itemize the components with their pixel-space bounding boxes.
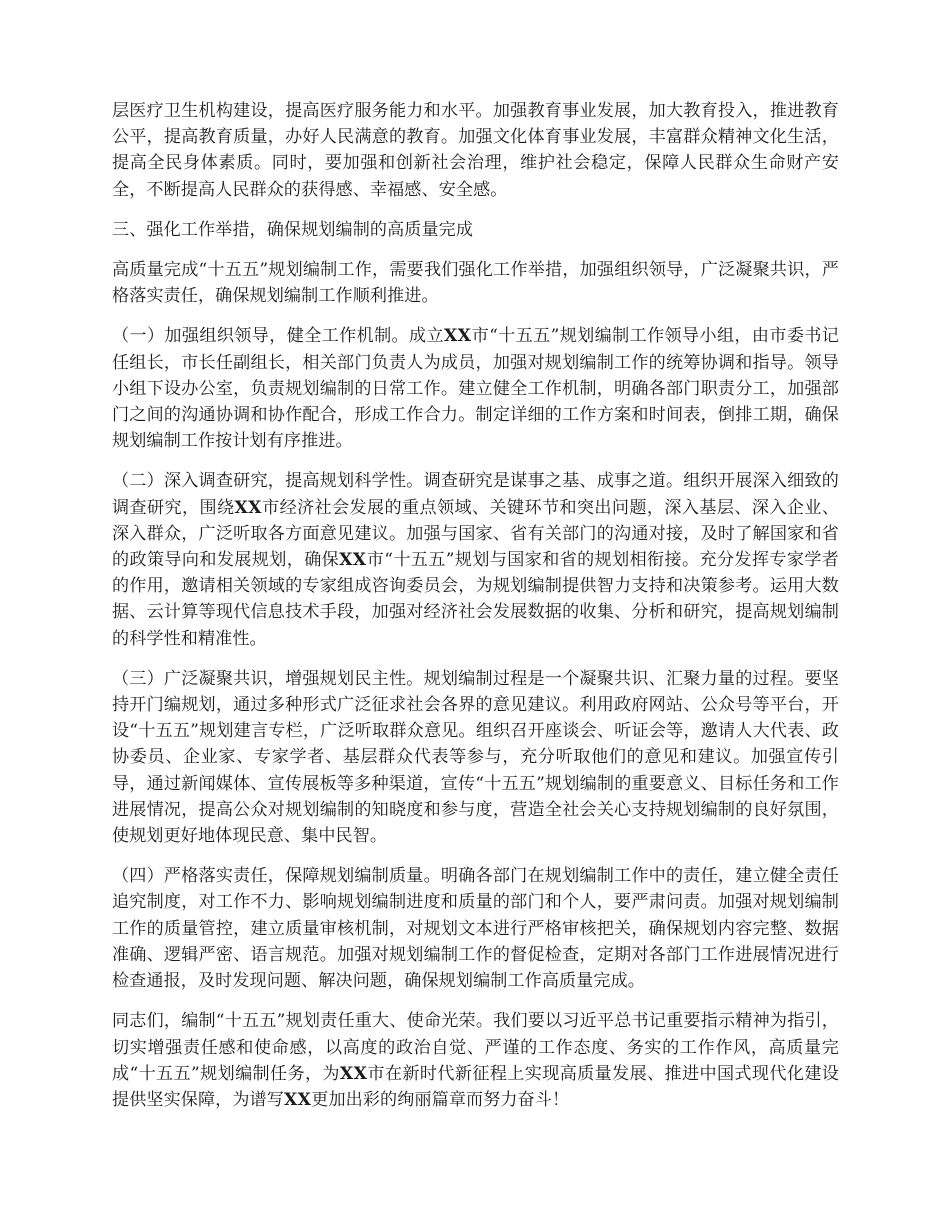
body-paragraph: 高质量完成“十五五”规划编制工作，需要我们强化工作举措，加强组织领导，广泛凝聚共识，严格落实责任，确保规划编制工作顺利推进。 bbox=[112, 260, 839, 307]
body-paragraph: 同志们，编制“十五五”规划责任重大、使命光荣。我们要以习近平总书记重要指示精神为指引，切实增强责任感和使命感，以高度的政治自觉、严谨的工作态度、务实的工作作风，高质量完成“十五五”规划编制任务，为XX市在新时代新征程上实现高质量发展、推进中国式现代化建设提供坚实保障，为谱写XX更加出彩的绚丽篇章而努力奋斗！ bbox=[112, 1011, 839, 1110]
body-paragraph: （二）深入调查研究，提高规划科学性。调查研究是谋事之基、成事之道。组织开展深入细致的调查研究，围绕XX市经济社会发展的重点领域、关键环节和突出问题，深入基层、深入企业、深入群众，广泛听取各方面意见建议。加强与国家、省有关部门的沟通对接，及时了解国家和省的政策导向和发展规划，确保XX市“十五五”规划与国家和省的规划相衔接。充分发挥专家学者的作用，邀请相关领域的专家组成咨询委员会，为规划编制提供智力支持和决策参考。运用大数据、云计算等现代信息技术手段，加强对经济社会发展数据的收集、分析和研究，提高规划编制的科学性和精准性。 bbox=[112, 471, 840, 649]
section-heading: 三、强化工作举措，确保规划编制的高质量完成 bbox=[112, 219, 474, 240]
document-text-body bbox=[112, 98, 839, 1113]
body-paragraph: 层医疗卫生机构建设，提高医疗服务能力和水平。加强教育事业发展，加大教育投入，推进教育公平，提高教育质量，办好人民满意的教育。加强文化体育事业发展，丰富群众精神文化生活，提高全民身体素质。同时，要加强和创新社会治理，维护社会稳定，保障人民群众生命财产安全，不断提高人民群众的获得感、幸福感、安全感。 bbox=[112, 101, 839, 200]
body-paragraph: （四）严格落实责任，保障规划编制质量。明确各部门在规划编制工作中的责任，建立健全责任追究制度，对工作不力、影响规划编制进度和质量的部门和个人，要严肃问责。加强对规划编制工作的质量管控，建立质量审核机制，对规划文本进行严格审核把关，确保规划内容完整、数据准确、逻辑严密、语言规范。加强对规划编制工作的督促检查，定期对各部门工作进展情况进行检查通报，及时发现问题、解决问题，确保规划编制工作高质量完成。 bbox=[112, 866, 839, 992]
body-paragraph: （三）广泛凝聚共识，增强规划民主性。规划编制过程是一个凝聚共识、汇聚力量的过程。要坚持开门编规划，通过多种形式广泛征求社会各界的意见建议。利用政府网站、公众号等平台，开设“十五五”规划建言专栏，广泛听取群众意见。组织召开座谈会、听证会等，邀请人大代表、政协委员、企业家、专家学者、基层群众代表等参与，充分听取他们的意见和建议。加强宣传引导，通过新闻媒体、宣传展板等多种渠道，宣传“十五五”规划编制的重要意义、目标任务和工作进展情况，提高公众对规划编制的知晓度和参与度，营造全社会关心支持规划编制的良好氛围，使规划更好地体现民意、集中民智。 bbox=[112, 668, 839, 847]
body-paragraph: （一）加强组织领导，健全工作机制。成立XX市“十五五”规划编制工作领导小组，由市委书记任组长，市长任副组长，相关部门负责人为成员，加强对规划编制工作的统筹协调和指导。领导小组下设办公室，负责规划编制的日常工作。建立健全工作机制，明确各部门职责分工，加强部门之间的沟通协调和协作配合，形成工作合力。制定详细的工作方案和时间表，倒排工期，确保规划编制工作按计划有序推进。 bbox=[112, 326, 839, 452]
